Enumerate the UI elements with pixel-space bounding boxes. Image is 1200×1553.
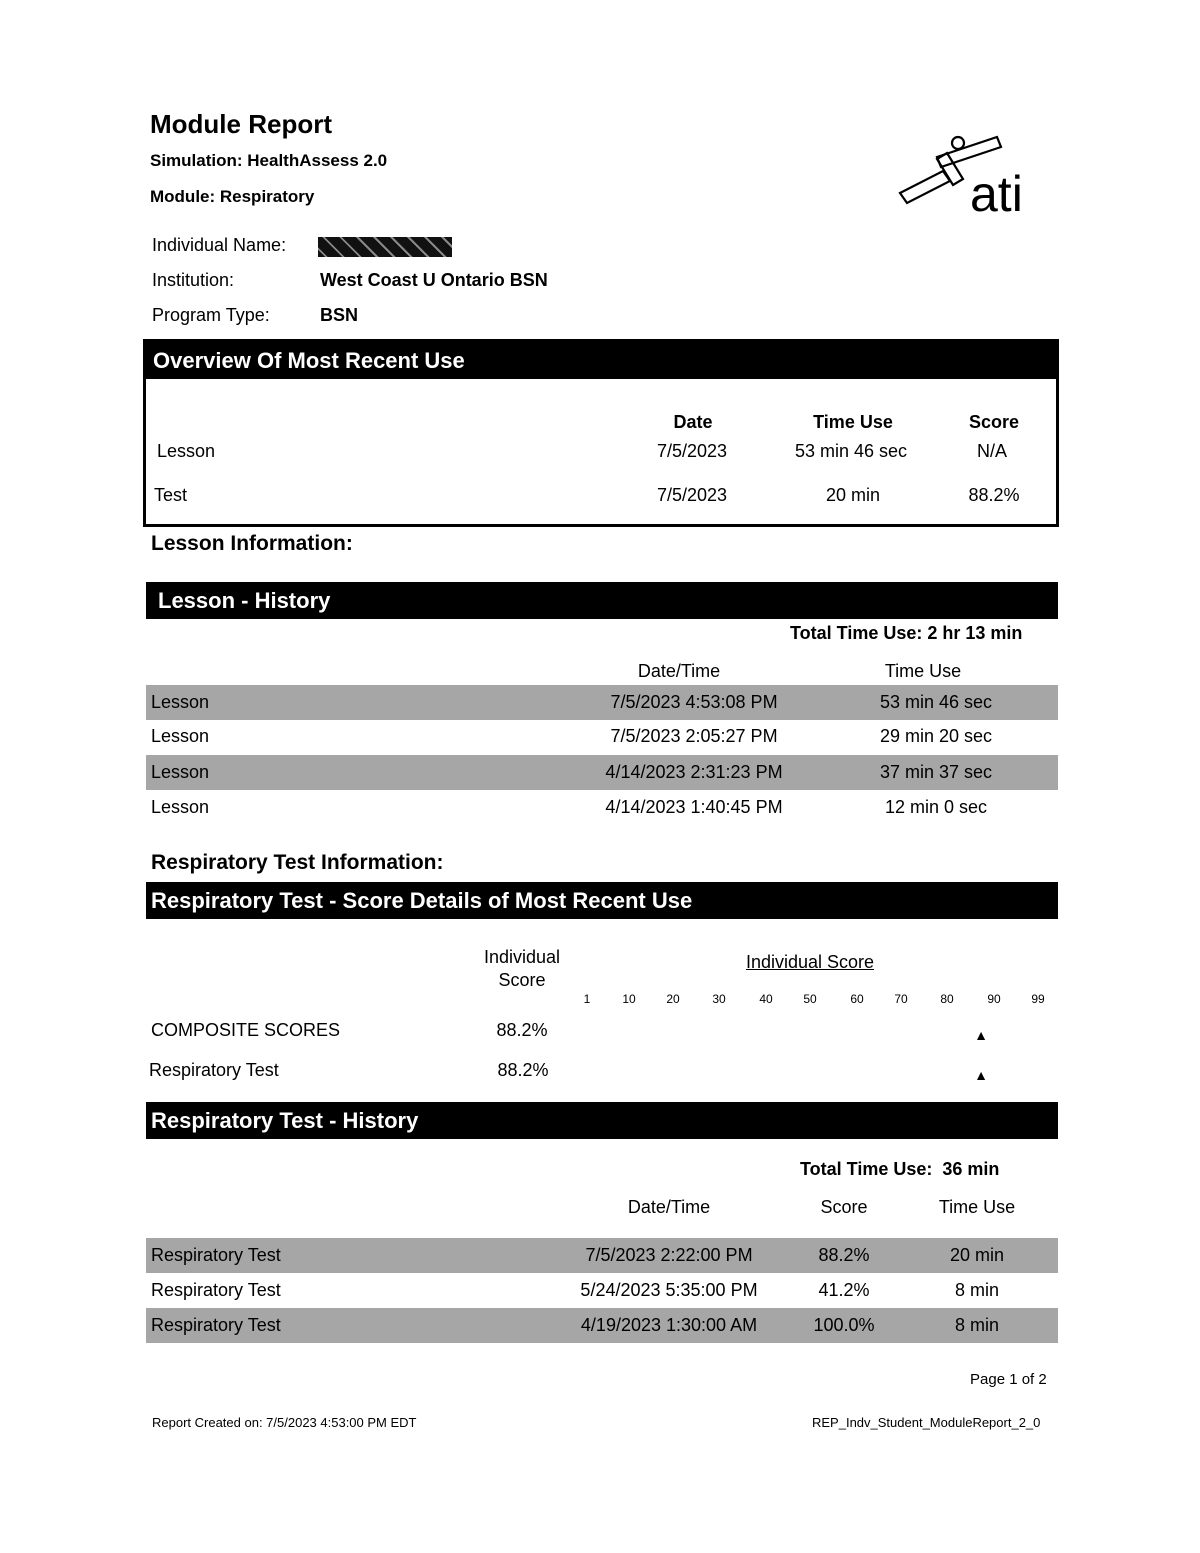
scale-tick: 1	[583, 992, 591, 1006]
score-details-title: Respiratory Test - Score Details of Most Recent Use	[151, 888, 693, 913]
test-datetime-header: Date/Time	[627, 1197, 711, 1217]
overview-section	[143, 339, 1059, 527]
row-datetime: 7/5/2023 2:22:00 PM	[585, 1245, 753, 1265]
scale-tick: 90	[987, 992, 1001, 1006]
row-datetime: 4/14/2023 1:40:45 PM	[605, 797, 783, 817]
row-time: 8 min	[954, 1315, 1000, 1335]
scale-tick: 80	[940, 992, 954, 1006]
table-row	[146, 1238, 1058, 1273]
test-history-title: Respiratory Test - History	[151, 1108, 419, 1133]
score-marker-icon: ▲	[974, 1027, 988, 1043]
lesson-datetime-header: Date/Time	[637, 661, 721, 681]
test-time-header: Time Use	[938, 1197, 1016, 1217]
row-score: 41.2%	[818, 1280, 870, 1300]
overview-row-date: 7/5/2023	[656, 441, 728, 461]
score-row-label: Respiratory Test	[149, 1060, 279, 1080]
lesson-info-heading: Lesson Information:	[151, 532, 353, 555]
test-history-bar	[146, 1102, 1058, 1139]
ati-logo	[895, 133, 1045, 218]
score-marker-icon: ▲	[974, 1067, 988, 1083]
row-label: Respiratory Test	[151, 1315, 281, 1335]
test-score-header: Score	[820, 1197, 868, 1217]
overview-row-score: 88.2%	[968, 485, 1020, 505]
overview-title: Overview Of Most Recent Use	[153, 348, 465, 373]
score-row-value: 88.2%	[496, 1020, 548, 1040]
row-time: 37 min 37 sec	[879, 762, 993, 782]
overview-score-header: Score	[968, 412, 1020, 432]
page-number: Page 1 of 2	[970, 1371, 1047, 1388]
score-row-value: 88.2%	[497, 1060, 549, 1080]
svg-text:ati: ati	[970, 166, 1023, 218]
row-time: 12 min 0 sec	[884, 797, 988, 817]
overview-row-date: 7/5/2023	[656, 485, 728, 505]
score-row-label: COMPOSITE SCORES	[151, 1020, 341, 1040]
redacted-name	[318, 237, 452, 257]
test-total-time: Total Time Use: 36 min	[800, 1159, 1000, 1179]
overview-time-header: Time Use	[813, 412, 893, 432]
row-score: 88.2%	[818, 1245, 870, 1265]
lesson-history-title: Lesson - History	[158, 588, 331, 613]
overview-row-score: N/A	[976, 441, 1008, 461]
page-title: Module Report	[150, 109, 332, 139]
institution-label: Institution:	[152, 270, 235, 290]
program-type-label: Program Type:	[152, 305, 270, 325]
row-label: Lesson	[151, 726, 210, 746]
row-time: 20 min	[949, 1245, 1005, 1265]
table-row	[146, 1273, 1058, 1308]
scale-tick: 30	[712, 992, 726, 1006]
scale-tick: 20	[666, 992, 680, 1006]
row-label: Lesson	[151, 692, 210, 712]
scale-tick: 99	[1031, 992, 1045, 1006]
row-datetime: 5/24/2023 5:35:00 PM	[580, 1280, 758, 1300]
row-label: Lesson	[151, 797, 210, 817]
overview-row-time: 20 min	[825, 485, 881, 505]
table-row	[146, 790, 1058, 825]
row-datetime: 7/5/2023 4:53:08 PM	[610, 692, 778, 712]
overview-date-header: Date	[673, 412, 713, 432]
overview-row-label: Test	[154, 485, 188, 505]
scale-tick: 70	[894, 992, 908, 1006]
individual-score-header-line2: Score	[498, 970, 546, 990]
report-created: Report Created on: 7/5/2023 4:53:00 PM EDT	[152, 1415, 417, 1430]
lesson-history-bar	[146, 582, 1058, 619]
individual-name-label: Individual Name:	[152, 235, 287, 255]
table-row	[146, 685, 1058, 720]
row-time: 29 min 20 sec	[879, 726, 993, 746]
overview-row-label: Lesson	[157, 441, 216, 461]
individual-score-header: Individual	[483, 947, 561, 967]
lesson-total-time: Total Time Use: 2 hr 13 min	[790, 623, 1023, 643]
scale-tick: 60	[850, 992, 864, 1006]
simulation-label: Simulation: HealthAssess 2.0	[150, 151, 388, 170]
row-time: 53 min 46 sec	[879, 692, 993, 712]
row-datetime: 4/14/2023 2:31:23 PM	[605, 762, 783, 782]
overview-row-time: 53 min 46 sec	[794, 441, 908, 461]
row-score: 100.0%	[813, 1315, 875, 1335]
scale-title: Individual Score	[745, 952, 875, 972]
lesson-time-header: Time Use	[884, 661, 962, 681]
table-row	[146, 719, 1058, 754]
row-datetime: 4/19/2023 1:30:00 AM	[580, 1315, 758, 1335]
table-row	[146, 755, 1058, 790]
row-label: Respiratory Test	[151, 1280, 281, 1300]
overview-header-bar	[146, 342, 1056, 379]
scale-tick: 50	[803, 992, 817, 1006]
module-label: Module: Respiratory	[150, 187, 315, 206]
row-label: Lesson	[151, 762, 210, 782]
program-type-value: BSN	[320, 305, 359, 325]
report-id: REP_Indv_Student_ModuleReport_2_0	[812, 1415, 1041, 1430]
row-time: 8 min	[954, 1280, 1000, 1300]
row-datetime: 7/5/2023 2:05:27 PM	[610, 726, 778, 746]
table-row	[146, 1308, 1058, 1343]
institution-value: West Coast U Ontario BSN	[320, 270, 548, 290]
test-info-heading: Respiratory Test Information:	[151, 851, 444, 874]
scale-tick: 10	[622, 992, 636, 1006]
row-label: Respiratory Test	[151, 1245, 281, 1265]
score-details-bar	[146, 882, 1058, 919]
scale-tick: 40	[759, 992, 773, 1006]
